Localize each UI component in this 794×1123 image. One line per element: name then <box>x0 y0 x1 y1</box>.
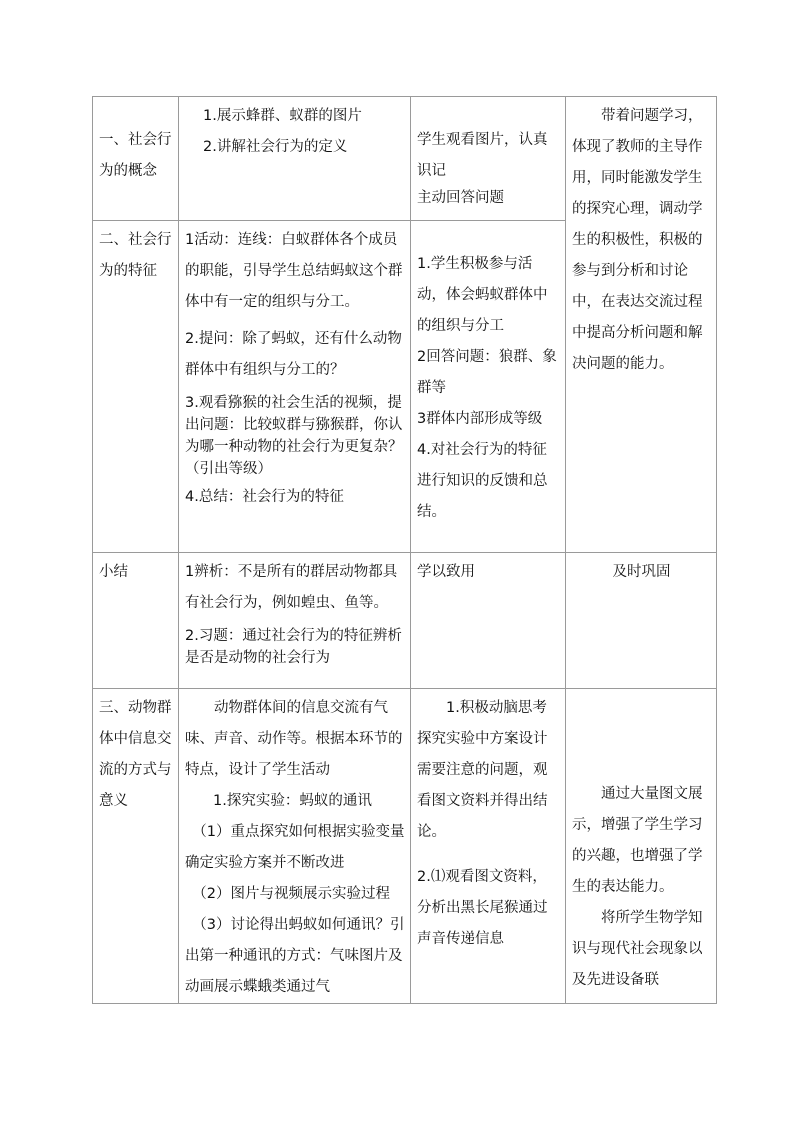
student-step: 1.积极动脑思考探究实验中方案设计需要注意的问题，观看图文资料并得出结论。 <box>417 700 548 840</box>
teacher-step: 1辨析：不是所有的群居动物都具有社会行为，例如蝗虫、鱼等。 <box>185 564 398 611</box>
student-activity-cell <box>411 97 566 221</box>
teacher-step: 1.探究实验：蚂蚁的通讯 <box>213 793 372 809</box>
table-row <box>93 553 717 689</box>
teacher-step: （3）讨论得出蚂蚁如何通讯？引出第一种通讯的方式：气味图片及动画展示蝶蛾类通过气 <box>185 917 405 995</box>
student-activity-cell <box>411 689 566 1004</box>
design-intent-cell <box>566 689 717 1004</box>
stage-cell <box>93 221 179 553</box>
student-step: 1.学生积极参与活动，体会蚂蚁群体中的组织与分工 <box>417 256 548 334</box>
student-step: 4.对社会行为的特征进行知识的反馈和总结。 <box>417 442 548 520</box>
stage-label: 三、动物群体中信息交流的方式与意义 <box>99 700 172 809</box>
teacher-activity-cell <box>179 689 411 1004</box>
teacher-step: 2.习题：通过社会行为的特征辨析是否是动物的社会行为 <box>185 628 402 666</box>
student-activity-cell <box>411 221 566 553</box>
stage-label: 小结 <box>99 564 128 580</box>
student-step: 2.⑴观看图文资料，分析出黑长尾猴通过声音传递信息 <box>417 869 548 947</box>
teacher-step: 3.观看猕猴的社会生活的视频，提出问题：比较蚁群与猕猴群，你认为哪一种动物的社会行为更复杂？（引出等级） <box>185 395 403 477</box>
teacher-step: 1.展示蜂群、蚁群的图片 <box>203 108 362 124</box>
teacher-step: 1活动：连线：白蚁群体各个成员的职能，引导学生总结蚂蚁这个群体中有一定的组织与分工。 <box>185 232 403 310</box>
teacher-step: （1）重点探究如何根据实验变量确定实验方案并不断改进 <box>185 824 405 871</box>
teacher-activity-cell <box>179 97 411 221</box>
stage-label: 二、社会行为的特征 <box>99 232 172 279</box>
teacher-activity-cell <box>179 221 411 553</box>
design-intent: 通过大量图文展示，增强了学生学习的兴趣，也增强了学生的表达能力。 <box>572 786 703 895</box>
lesson-plan-table <box>92 96 717 1004</box>
design-intent: 及时巩固 <box>612 564 671 580</box>
table-row <box>93 97 717 221</box>
stage-cell <box>93 689 179 1004</box>
student-step: 3群体内部形成等级 <box>417 411 543 427</box>
design-intent: 将所学生物学知识与现代社会现象以及先进设备联 <box>572 910 703 988</box>
stage-label: 一、社会行为的概念 <box>99 132 172 179</box>
teacher-step: 2.讲解社会行为的定义 <box>203 139 348 155</box>
student-activity-cell <box>411 553 566 689</box>
design-intent: 带着问题学习，体现了教师的主导作用，同时能激发学生的探究心理，调动学生的积极性，积极的参与到分析和讨论中，在表达交流过程中提高分析问题和解决问题的能力。 <box>572 108 703 372</box>
stage-cell <box>93 97 179 221</box>
stage-cell <box>93 553 179 689</box>
student-step: 2回答问题：狼群、象群等 <box>417 349 557 396</box>
student-step: 主动回答问题 <box>417 190 504 206</box>
teacher-step: 4.总结：社会行为的特征 <box>185 489 344 505</box>
design-intent-cell <box>566 97 717 553</box>
teacher-activity-cell <box>179 553 411 689</box>
table-row <box>93 689 717 1004</box>
design-intent-cell <box>566 553 717 689</box>
student-step: 学以致用 <box>417 564 475 580</box>
teacher-step: （2）图片与视频展示实验过程 <box>192 886 390 902</box>
teacher-step: 2.提问：除了蚂蚁，还有什么动物群体中有组织与分工的？ <box>185 331 402 378</box>
student-step: 学生观看图片，认真识记 <box>417 132 548 179</box>
teacher-step: 动物群体间的信息交流有气味、声音、动作等。根据本环节的特点，设计了学生活动 <box>185 700 403 778</box>
